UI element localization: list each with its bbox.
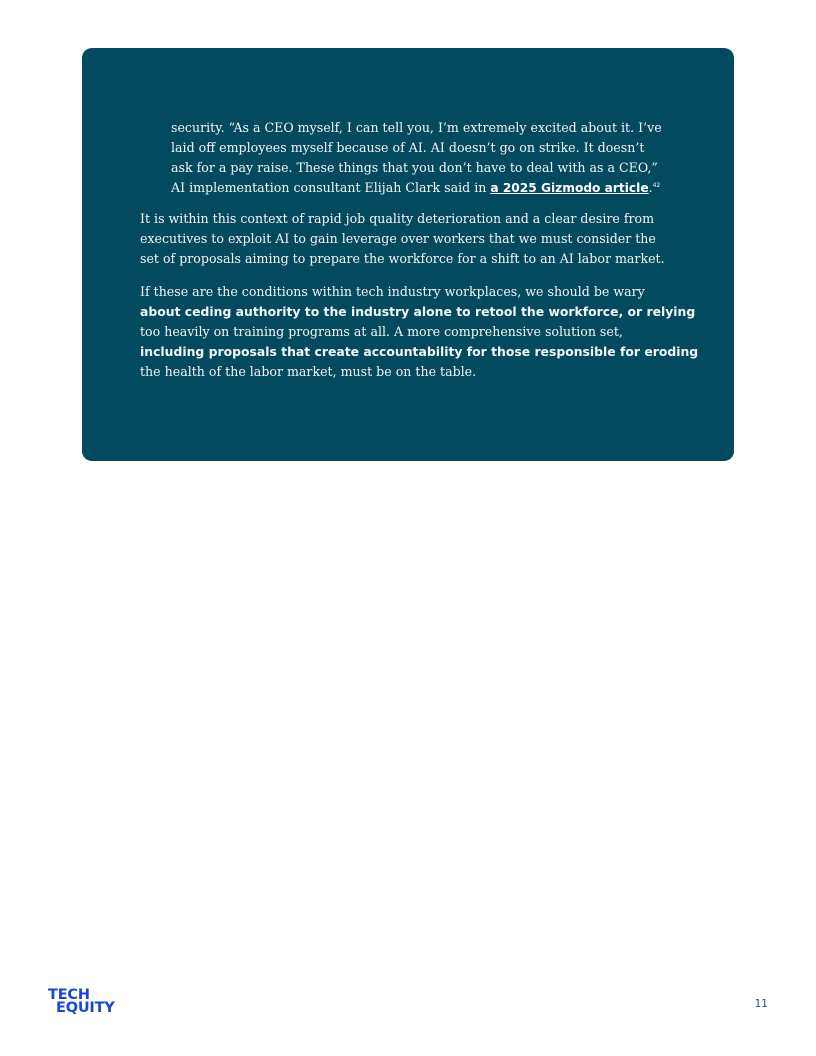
techequity-logo [48,989,115,1015]
conclusion-line-5: the health of the labor market, must be on the table. [140,364,477,379]
context-line-2: executives to exploit AI to gain leverage over workers that we must consider the [140,231,656,246]
conclusion-bold-line-2: including proposals that create accountability for those responsible for eroding [140,344,699,359]
quote-period: . [648,180,653,195]
quote-line-2: laid off employees myself because of AI. AI doesn’t go on strike. It doesn’t [171,140,645,155]
quote-line-1: security. “As a CEO myself, I can tell you, I’m extremely excited about it. I’ve [171,120,662,135]
context-line-3: set of proposals aiming to prepare the workforce for a shift to an AI labor market. [140,251,665,266]
context-paragraph [140,209,700,269]
logo-line-tech: TECH [48,987,90,1003]
quote-block [171,118,691,198]
callout-panel [82,48,734,461]
page-number: 11 [754,998,768,1010]
quote-line-3: ask for a pay raise. These things that you don’t have to deal with as a CEO,” [171,160,658,175]
context-line-1: It is within this context of rapid job quality deterioration and a clear desire from [140,211,655,226]
footnote-marker: 42 [652,181,661,189]
gizmodo-article-link[interactable]: a 2025 Gizmodo article [490,181,649,195]
conclusion-paragraph [140,282,700,382]
quote-line-4: AI implementation consultant Elijah Clark said in [171,180,491,195]
conclusion-line-1: If these are the conditions within tech industry workplaces, we should be wary [140,284,645,299]
logo-line-equity: EQUITY [56,1000,115,1016]
conclusion-line-3: too heavily on training programs at all. A more comprehensive solution set, [140,324,623,339]
conclusion-bold-line-1: about ceding authority to the industry alone to retool the workforce, or relying [140,304,696,319]
